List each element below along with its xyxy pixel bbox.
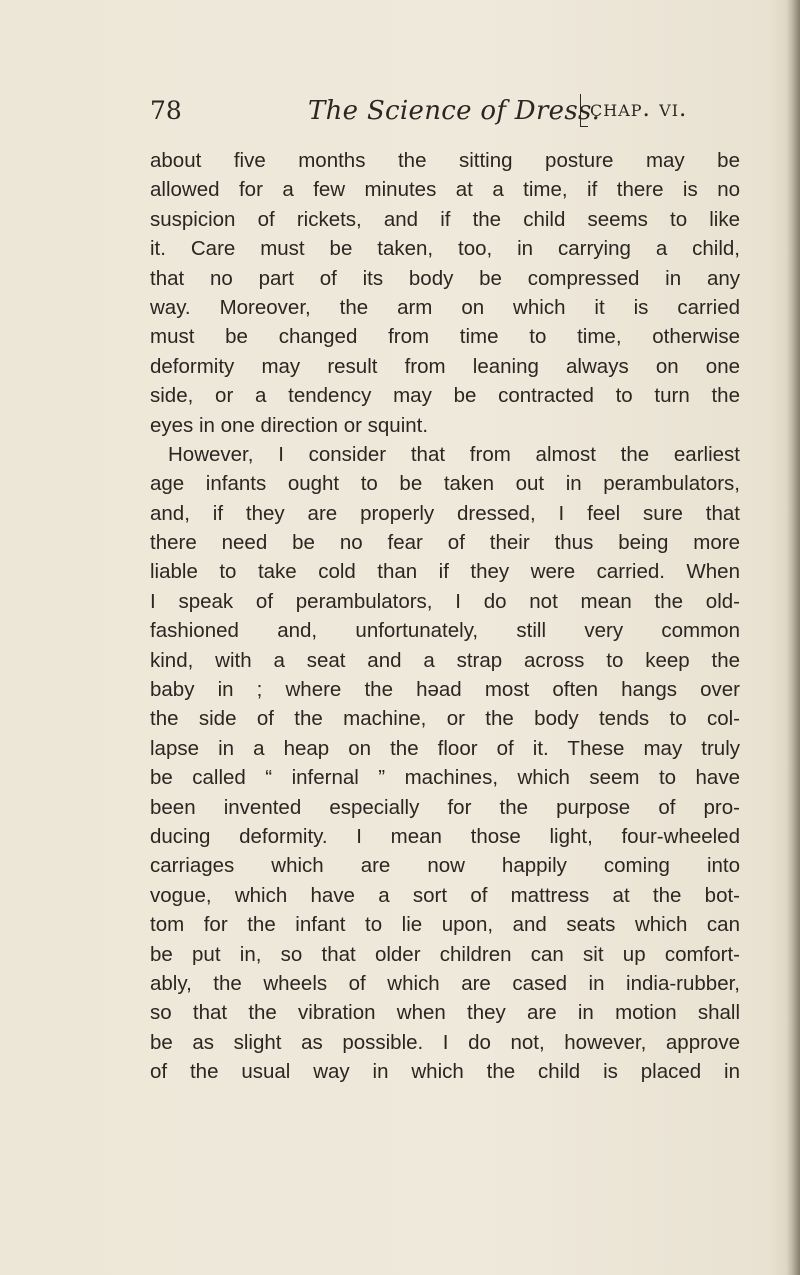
text-line: kind, with a seat and a strap across to keep the [150, 648, 740, 672]
text-line: be called “ infernal ” machines, which seem to have [150, 766, 740, 790]
text-line: tom for the infant to lie upon, and seats which can [150, 913, 740, 937]
text-line: must be changed from time to time, otherwise [150, 325, 740, 349]
text-line: been invented especially for the purpose of pro- [150, 795, 740, 819]
text-line: I speak of perambulators, I do not mean the old- [150, 589, 740, 613]
running-title: The Science of Dress. [308, 96, 601, 126]
text-line: However, I consider that from almost the earliest [168, 442, 740, 466]
text-line: eyes in one direction or squint. [150, 413, 429, 437]
text-line: that no part of its body be compressed in any [150, 266, 740, 290]
text-line: it. Care must be taken, too, in carrying a child, [150, 237, 740, 261]
body-text [150, 146, 740, 1087]
text-line: be put in, so that older children can sit up comfort- [150, 942, 740, 966]
text-line: deformity may result from leaning always on one [150, 354, 740, 378]
text-line: about five months the sitting posture may be [150, 149, 740, 172]
text-line: be as slight as possible. I do not, however, approve [150, 1030, 740, 1054]
page-number: 78 [150, 96, 182, 125]
chapter-label: chap. vi. [590, 96, 688, 122]
text-line: liable to take cold than if they were carried. When [150, 560, 740, 584]
text-line: allowed for a few minutes at a time, if there is no [150, 178, 740, 202]
text-line: carriages which are now happily coming into [150, 854, 740, 878]
text-line: there need be no fear of their thus being more [150, 531, 740, 555]
running-header [150, 96, 740, 136]
text-line: way. Moreover, the arm on which it is carried [150, 295, 740, 319]
page-edge-shadow [786, 0, 800, 1275]
text-line: vogue, which have a sort of mattress at the bot- [150, 883, 740, 907]
text-line: ducing deformity. I mean those light, four-wheeled [150, 824, 740, 848]
text-line: of the usual way in which the child is placed in [150, 1060, 740, 1084]
text-line: suspicion of rickets, and if the child seems to like [150, 207, 740, 231]
text-line: age infants ought to be taken out in perambulators, [150, 472, 740, 496]
text-line: fashioned and, unfortunately, still very common [150, 619, 740, 643]
text-line: the side of the machine, or the body tends to col- [150, 707, 740, 731]
text-line: baby in ; where the həad most often hangs over [150, 678, 740, 702]
text-line: ably, the wheels of which are cased in india-rubber, [150, 971, 740, 995]
text-line: and, if they are properly dressed, I feel sure that [150, 501, 740, 525]
text-line: side, or a tendency may be contracted to turn the [150, 384, 740, 408]
text-line: lapse in a heap on the floor of it. These may truly [150, 736, 740, 760]
text-line: so that the vibration when they are in motion shall [150, 1001, 740, 1025]
